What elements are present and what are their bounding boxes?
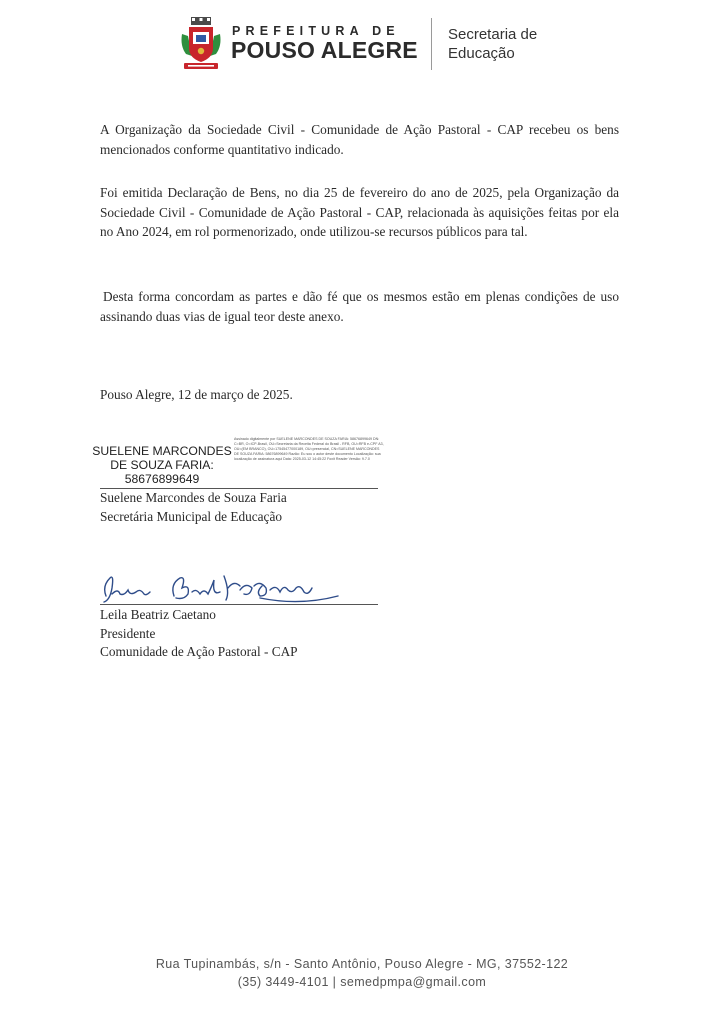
handwritten-signature (100, 566, 345, 608)
place-date: Pouso Alegre, 12 de março de 2025. (100, 387, 293, 402)
digital-signature-name (90, 444, 234, 486)
header-divider (431, 18, 432, 70)
signer-1-role: Secretária Municipal de Educação (100, 509, 283, 524)
footer-address: Rua Tupinambás, s/n - Santo Antônio, Pouso Alegre - MG, 37552-122 (155, 957, 569, 971)
digital-signature-details: Assinado digitalmente por SUELENE MARCONDES DE SOUZA FARIA: 58676899649 DN: C=BR, O=ICP-Brasil, OU=Secretaria da Receita Federal do Brasil - RFB, OU=RFB e-CPF A3, OU=(EM BRANCO), OU=17545477000189, OU=presencial, CN=SUELENE MARCONDES DE SOUZA FARIA: 58676899649 Razão: Eu sou o autor deste documento Localização: sua localização de assinatura aqui Data: 2025-03-12 14:45:22 Foxit Reader Versão: 9.7.0 (234, 437, 384, 461)
digital-signature-name-line-3: 58676899649 (124, 472, 200, 486)
paragraph-agreement: Desta forma concordam as partes e dão fé que os mesmos estão em plenas condições de uso assinando duas vias de igual teor deste anexo. (100, 289, 619, 324)
signer-1-block (100, 488, 287, 526)
paragraph-declaration: Foi emitida Declaração de Bens, no dia 25 de fevereiro do ano de 2025, pela Organização da Sociedade Civil - Comunidade de Ação Pastoral - CAP, relacionada às aquisições feitas por ela no Ano 2024, em rol pormenorizado, onde utilizou-se recursos públicos para tal. (100, 185, 619, 239)
digital-signature-name-line-1: SUELENE MARCONDES (92, 444, 232, 458)
signer-1-name: Suelene Marcondes de Souza Faria (100, 490, 287, 505)
paragraph-receipt: A Organização da Sociedade Civil - Comunidade de Ação Pastoral - CAP recebeu os bens mencionados conforme quantitativo indicado. (100, 122, 619, 157)
city-coat-of-arms-icon (178, 16, 224, 72)
signer-2-organization: Comunidade de Ação Pastoral - CAP (100, 644, 298, 659)
footer-contact: (35) 3449-4101 | semedpmpa@gmail.com (237, 975, 487, 989)
digital-signature-name-line-2: DE SOUZA FARIA: (110, 458, 214, 472)
brand-top-text: PREFEITURA DE (232, 24, 400, 38)
brand-main-text: POUSO ALEGRE (231, 37, 418, 63)
department-line-1: Secretaria de (448, 26, 538, 43)
signer-2-role: Presidente (100, 625, 156, 641)
signer-2-name: Leila Beatriz Caetano (100, 607, 216, 622)
signer-2-block (100, 606, 298, 662)
department-line-2: Educação (448, 45, 515, 62)
signature-line-2 (100, 604, 378, 605)
